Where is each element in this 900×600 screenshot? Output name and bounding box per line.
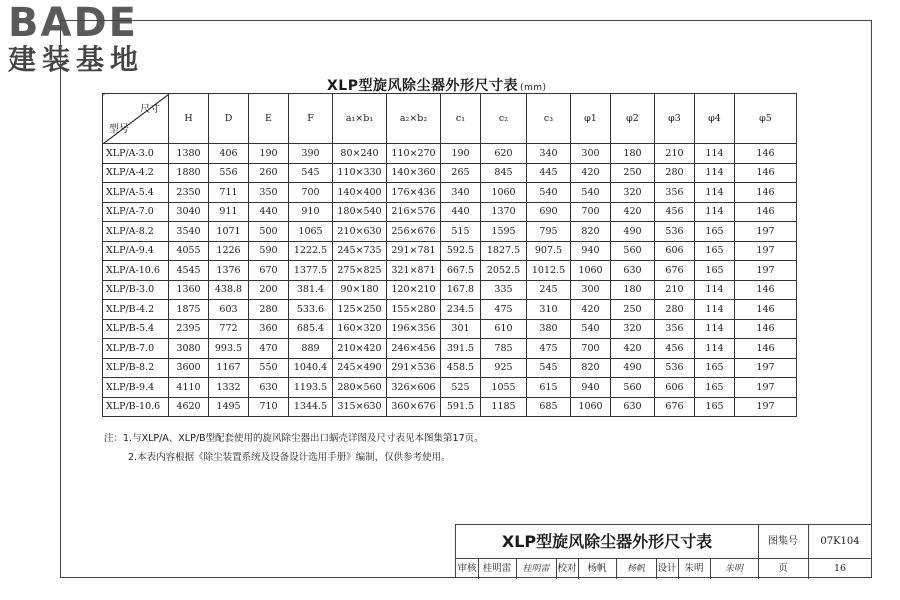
table-row: [103, 358, 797, 378]
value-cell: 4055: [169, 241, 209, 261]
value-cell: 606: [655, 241, 695, 261]
value-cell: 630: [249, 378, 289, 398]
value-cell: 90×180: [333, 280, 387, 300]
value-cell: 940: [571, 378, 611, 398]
atlas-number-label: 图集号: [758, 525, 809, 558]
value-cell: 210×420: [333, 339, 387, 359]
value-cell: 114: [695, 319, 735, 339]
value-cell: 245×490: [333, 358, 387, 378]
page-number: 16: [833, 563, 847, 574]
table-row: [103, 222, 797, 242]
column-header: φ5: [735, 94, 797, 144]
table-row: [103, 163, 797, 183]
value-cell: 1344.5: [289, 397, 333, 417]
table-row: [103, 378, 797, 398]
value-cell: 420: [611, 339, 655, 359]
table-row: [103, 339, 797, 359]
value-cell: 456: [655, 339, 695, 359]
table-row: [103, 261, 797, 281]
value-cell: 80×240: [333, 144, 387, 164]
value-cell: 670: [249, 261, 289, 281]
table-body: [103, 144, 797, 417]
title-block: [455, 524, 872, 578]
title-block-row-1: [456, 525, 872, 559]
table-row: [103, 144, 797, 164]
designer-name: 朱明: [678, 559, 711, 579]
column-header: D: [209, 94, 249, 144]
value-cell: 114: [695, 339, 735, 359]
value-cell: 676: [655, 397, 695, 417]
dimension-table: [102, 93, 797, 417]
value-cell: 690: [527, 202, 571, 222]
value-cell: 300: [571, 280, 611, 300]
value-cell: 326×606: [387, 378, 441, 398]
value-cell: 246×456: [387, 339, 441, 359]
model-cell: XLP/A-5.4: [103, 183, 169, 203]
value-cell: 310: [527, 300, 571, 320]
value-cell: 146: [735, 339, 797, 359]
value-cell: 245: [527, 280, 571, 300]
value-cell: 610: [481, 319, 527, 339]
value-cell: 4110: [169, 378, 209, 398]
value-cell: 620: [481, 144, 527, 164]
value-cell: 110×330: [333, 163, 387, 183]
value-cell: 315×630: [333, 397, 387, 417]
value-cell: 2395: [169, 319, 209, 339]
model-cell: XLP/B-5.4: [103, 319, 169, 339]
value-cell: 197: [735, 241, 797, 261]
value-cell: 380: [527, 319, 571, 339]
value-cell: 210: [655, 280, 695, 300]
value-cell: 1377.5: [289, 261, 333, 281]
value-cell: 190: [441, 144, 481, 164]
value-cell: 540: [571, 319, 611, 339]
value-cell: 1370: [481, 202, 527, 222]
value-cell: 440: [249, 202, 289, 222]
value-cell: 280: [249, 300, 289, 320]
value-cell: 993.5: [209, 339, 249, 359]
value-cell: 925: [481, 358, 527, 378]
value-cell: 1827.5: [481, 241, 527, 261]
watermark-latin: BADE: [8, 0, 138, 46]
value-cell: 536: [655, 358, 695, 378]
value-cell: 250: [611, 163, 655, 183]
column-header: c₂: [481, 94, 527, 144]
value-cell: 1060: [571, 397, 611, 417]
value-cell: 772: [209, 319, 249, 339]
value-cell: 711: [209, 183, 249, 203]
value-cell: 114: [695, 144, 735, 164]
table-row: [103, 241, 797, 261]
value-cell: 256×676: [387, 222, 441, 242]
value-cell: 165: [695, 241, 735, 261]
note-2: 2.本表内容根据《除尘装置系统及设备设计选用手册》编制，仅供参考使用。: [128, 452, 451, 463]
value-cell: 165: [695, 358, 735, 378]
value-cell: 3080: [169, 339, 209, 359]
value-cell: 820: [571, 358, 611, 378]
value-cell: 197: [735, 222, 797, 242]
value-cell: 320: [611, 183, 655, 203]
value-cell: 540: [571, 183, 611, 203]
value-cell: 146: [735, 319, 797, 339]
table-row: [103, 183, 797, 203]
value-cell: 120×210: [387, 280, 441, 300]
value-cell: 210: [655, 144, 695, 164]
value-cell: 1226: [209, 241, 249, 261]
value-cell: 592.5: [441, 241, 481, 261]
value-cell: 146: [735, 300, 797, 320]
value-cell: 125×250: [333, 300, 387, 320]
value-cell: 889: [289, 339, 333, 359]
value-cell: 500: [249, 222, 289, 242]
value-cell: 356: [655, 319, 695, 339]
table-row: [103, 202, 797, 222]
model-cell: XLP/A-3.0: [103, 144, 169, 164]
value-cell: 3040: [169, 202, 209, 222]
value-cell: 340: [441, 183, 481, 203]
value-cell: 525: [441, 378, 481, 398]
value-cell: 420: [611, 202, 655, 222]
value-cell: 216×576: [387, 202, 441, 222]
model-cell: XLP/B-8.2: [103, 358, 169, 378]
value-cell: 911: [209, 202, 249, 222]
table-row: [103, 280, 797, 300]
value-cell: 165: [695, 261, 735, 281]
value-cell: 458.5: [441, 358, 481, 378]
model-cell: XLP/A-4.2: [103, 163, 169, 183]
model-cell: XLP/B-9.4: [103, 378, 169, 398]
value-cell: 545: [289, 163, 333, 183]
model-cell: XLP/B-10.6: [103, 397, 169, 417]
value-cell: 1495: [209, 397, 249, 417]
value-cell: 490: [611, 222, 655, 242]
corner-label-model: 型号: [109, 124, 129, 135]
column-header: E: [249, 94, 289, 144]
value-cell: 420: [571, 300, 611, 320]
column-header: φ3: [655, 94, 695, 144]
value-cell: 845: [481, 163, 527, 183]
value-cell: 114: [695, 183, 735, 203]
value-cell: 197: [735, 261, 797, 281]
value-cell: 1380: [169, 144, 209, 164]
value-cell: 360×676: [387, 397, 441, 417]
value-cell: 540: [527, 183, 571, 203]
value-cell: 360: [249, 319, 289, 339]
column-header: F: [289, 94, 333, 144]
value-cell: 280: [655, 163, 695, 183]
value-cell: 146: [735, 144, 797, 164]
value-cell: 165: [695, 222, 735, 242]
notes: [104, 429, 484, 467]
value-cell: 1012.5: [527, 261, 571, 281]
value-cell: 114: [695, 163, 735, 183]
model-cell: XLP/A-10.6: [103, 261, 169, 281]
value-cell: 685.4: [289, 319, 333, 339]
checker-signature: 杨帆: [616, 559, 657, 579]
check-label: 校对: [556, 559, 579, 579]
value-cell: 685: [527, 397, 571, 417]
value-cell: 1332: [209, 378, 249, 398]
value-cell: 910: [289, 202, 333, 222]
value-cell: 114: [695, 280, 735, 300]
value-cell: 700: [289, 183, 333, 203]
value-cell: 475: [527, 339, 571, 359]
title-block-row-2: [456, 559, 872, 579]
value-cell: 140×360: [387, 163, 441, 183]
column-header: φ4: [695, 94, 735, 144]
reviewer-name: 桂明雷: [478, 559, 517, 579]
value-cell: 146: [735, 202, 797, 222]
checker-name: 杨帆: [578, 559, 617, 579]
value-cell: 1360: [169, 280, 209, 300]
column-header: H: [169, 94, 209, 144]
atlas-number-value: 07K104: [820, 536, 860, 547]
value-cell: 250: [611, 300, 655, 320]
value-cell: 606: [655, 378, 695, 398]
value-cell: 196×356: [387, 319, 441, 339]
value-cell: 167.8: [441, 280, 481, 300]
value-cell: 1071: [209, 222, 249, 242]
value-cell: 1060: [481, 183, 527, 203]
value-cell: 4545: [169, 261, 209, 281]
value-cell: 180: [611, 144, 655, 164]
value-cell: 3540: [169, 222, 209, 242]
value-cell: 291×536: [387, 358, 441, 378]
value-cell: 2052.5: [481, 261, 527, 281]
value-cell: 545: [527, 358, 571, 378]
header-row: [103, 94, 797, 144]
value-cell: 795: [527, 222, 571, 242]
note-1: 注：1.与XLP/A、XLP/B型配套使用的旋风除尘器出口蜗壳详图及尺寸表见本图集第17页。: [104, 433, 484, 444]
value-cell: 406: [209, 144, 249, 164]
value-cell: 603: [209, 300, 249, 320]
value-cell: 275×825: [333, 261, 387, 281]
value-cell: 615: [527, 378, 571, 398]
value-cell: 180×540: [333, 202, 387, 222]
value-cell: 381.4: [289, 280, 333, 300]
value-cell: 438.8: [209, 280, 249, 300]
value-cell: 320: [611, 319, 655, 339]
value-cell: 490: [611, 358, 655, 378]
value-cell: 1055: [481, 378, 527, 398]
value-cell: 630: [611, 261, 655, 281]
value-cell: 1880: [169, 163, 209, 183]
table-row: [103, 319, 797, 339]
value-cell: 165: [695, 378, 735, 398]
title-block-title: XLP型旋风除尘器外形尺寸表: [456, 525, 759, 558]
model-cell: XLP/B-4.2: [103, 300, 169, 320]
table-title: [327, 75, 547, 95]
value-cell: 180: [611, 280, 655, 300]
value-cell: 591.5: [441, 397, 481, 417]
value-cell: 176×436: [387, 183, 441, 203]
value-cell: 1060: [571, 261, 611, 281]
value-cell: 280: [655, 300, 695, 320]
value-cell: 146: [735, 163, 797, 183]
value-cell: 3600: [169, 358, 209, 378]
page-label: 页: [758, 559, 809, 579]
corner-label-size: 尺寸: [140, 104, 160, 115]
value-cell: 210×630: [333, 222, 387, 242]
column-header: a₂×b₂: [387, 94, 441, 144]
value-cell: 301: [441, 319, 481, 339]
value-cell: 550: [249, 358, 289, 378]
model-cell: XLP/A-8.2: [103, 222, 169, 242]
value-cell: 820: [571, 222, 611, 242]
column-header: c₃: [527, 94, 571, 144]
value-cell: 560: [611, 241, 655, 261]
value-cell: 234.5: [441, 300, 481, 320]
watermark-cjk: 建装基地: [8, 43, 145, 76]
designer-signature: 朱明: [710, 559, 759, 579]
model-cell: XLP/A-9.4: [103, 241, 169, 261]
value-cell: 146: [735, 280, 797, 300]
value-cell: 165: [695, 397, 735, 417]
value-cell: 940: [571, 241, 611, 261]
model-cell: XLP/B-3.0: [103, 280, 169, 300]
value-cell: 1185: [481, 397, 527, 417]
column-header: a₁×b₁: [333, 94, 387, 144]
value-cell: 1875: [169, 300, 209, 320]
value-cell: 140×400: [333, 183, 387, 203]
value-cell: 291×781: [387, 241, 441, 261]
column-header: c₁: [441, 94, 481, 144]
value-cell: 515: [441, 222, 481, 242]
column-header: φ2: [611, 94, 655, 144]
value-cell: 4620: [169, 397, 209, 417]
value-cell: 785: [481, 339, 527, 359]
value-cell: 335: [481, 280, 527, 300]
value-cell: 676: [655, 261, 695, 281]
value-cell: 300: [571, 144, 611, 164]
value-cell: 1193.5: [289, 378, 333, 398]
value-cell: 200: [249, 280, 289, 300]
value-cell: 533.6: [289, 300, 333, 320]
value-cell: 197: [735, 378, 797, 398]
value-cell: 1167: [209, 358, 249, 378]
table-row: [103, 397, 797, 417]
value-cell: 560: [611, 378, 655, 398]
value-cell: 456: [655, 202, 695, 222]
value-cell: 245×735: [333, 241, 387, 261]
value-cell: 420: [571, 163, 611, 183]
value-cell: 1222.5: [289, 241, 333, 261]
value-cell: 280×560: [333, 378, 387, 398]
value-cell: 265: [441, 163, 481, 183]
value-cell: 160×320: [333, 319, 387, 339]
value-cell: 114: [695, 202, 735, 222]
value-cell: 1595: [481, 222, 527, 242]
value-cell: 197: [735, 397, 797, 417]
value-cell: 1065: [289, 222, 333, 242]
value-cell: 630: [611, 397, 655, 417]
value-cell: 700: [571, 339, 611, 359]
value-cell: 321×871: [387, 261, 441, 281]
model-cell: XLP/A-7.0: [103, 202, 169, 222]
value-cell: 440: [441, 202, 481, 222]
value-cell: 197: [735, 358, 797, 378]
model-cell: XLP/B-7.0: [103, 339, 169, 359]
value-cell: 556: [209, 163, 249, 183]
value-cell: 340: [527, 144, 571, 164]
value-cell: 470: [249, 339, 289, 359]
table-title-text: XLP型旋风除尘器外形尺寸表: [327, 78, 518, 94]
value-cell: 2350: [169, 183, 209, 203]
table-unit: (mm): [519, 83, 547, 93]
value-cell: 667.5: [441, 261, 481, 281]
value-cell: 1376: [209, 261, 249, 281]
value-cell: 260: [249, 163, 289, 183]
value-cell: 700: [571, 202, 611, 222]
value-cell: 350: [249, 183, 289, 203]
value-cell: 390: [289, 144, 333, 164]
value-cell: 190: [249, 144, 289, 164]
value-cell: 475: [481, 300, 527, 320]
value-cell: 146: [735, 183, 797, 203]
review-label: 审核: [456, 559, 479, 579]
corner-header-cell: [103, 94, 169, 144]
value-cell: 1040.4: [289, 358, 333, 378]
table-row: [103, 300, 797, 320]
value-cell: 536: [655, 222, 695, 242]
value-cell: 356: [655, 183, 695, 203]
reviewer-signature: 桂明雷: [516, 559, 557, 579]
design-label: 设计: [656, 559, 679, 579]
value-cell: 590: [249, 241, 289, 261]
value-cell: 114: [695, 300, 735, 320]
value-cell: 710: [249, 397, 289, 417]
value-cell: 155×280: [387, 300, 441, 320]
value-cell: 907.5: [527, 241, 571, 261]
value-cell: 110×270: [387, 144, 441, 164]
value-cell: 391.5: [441, 339, 481, 359]
value-cell: 445: [527, 163, 571, 183]
column-header: φ1: [571, 94, 611, 144]
